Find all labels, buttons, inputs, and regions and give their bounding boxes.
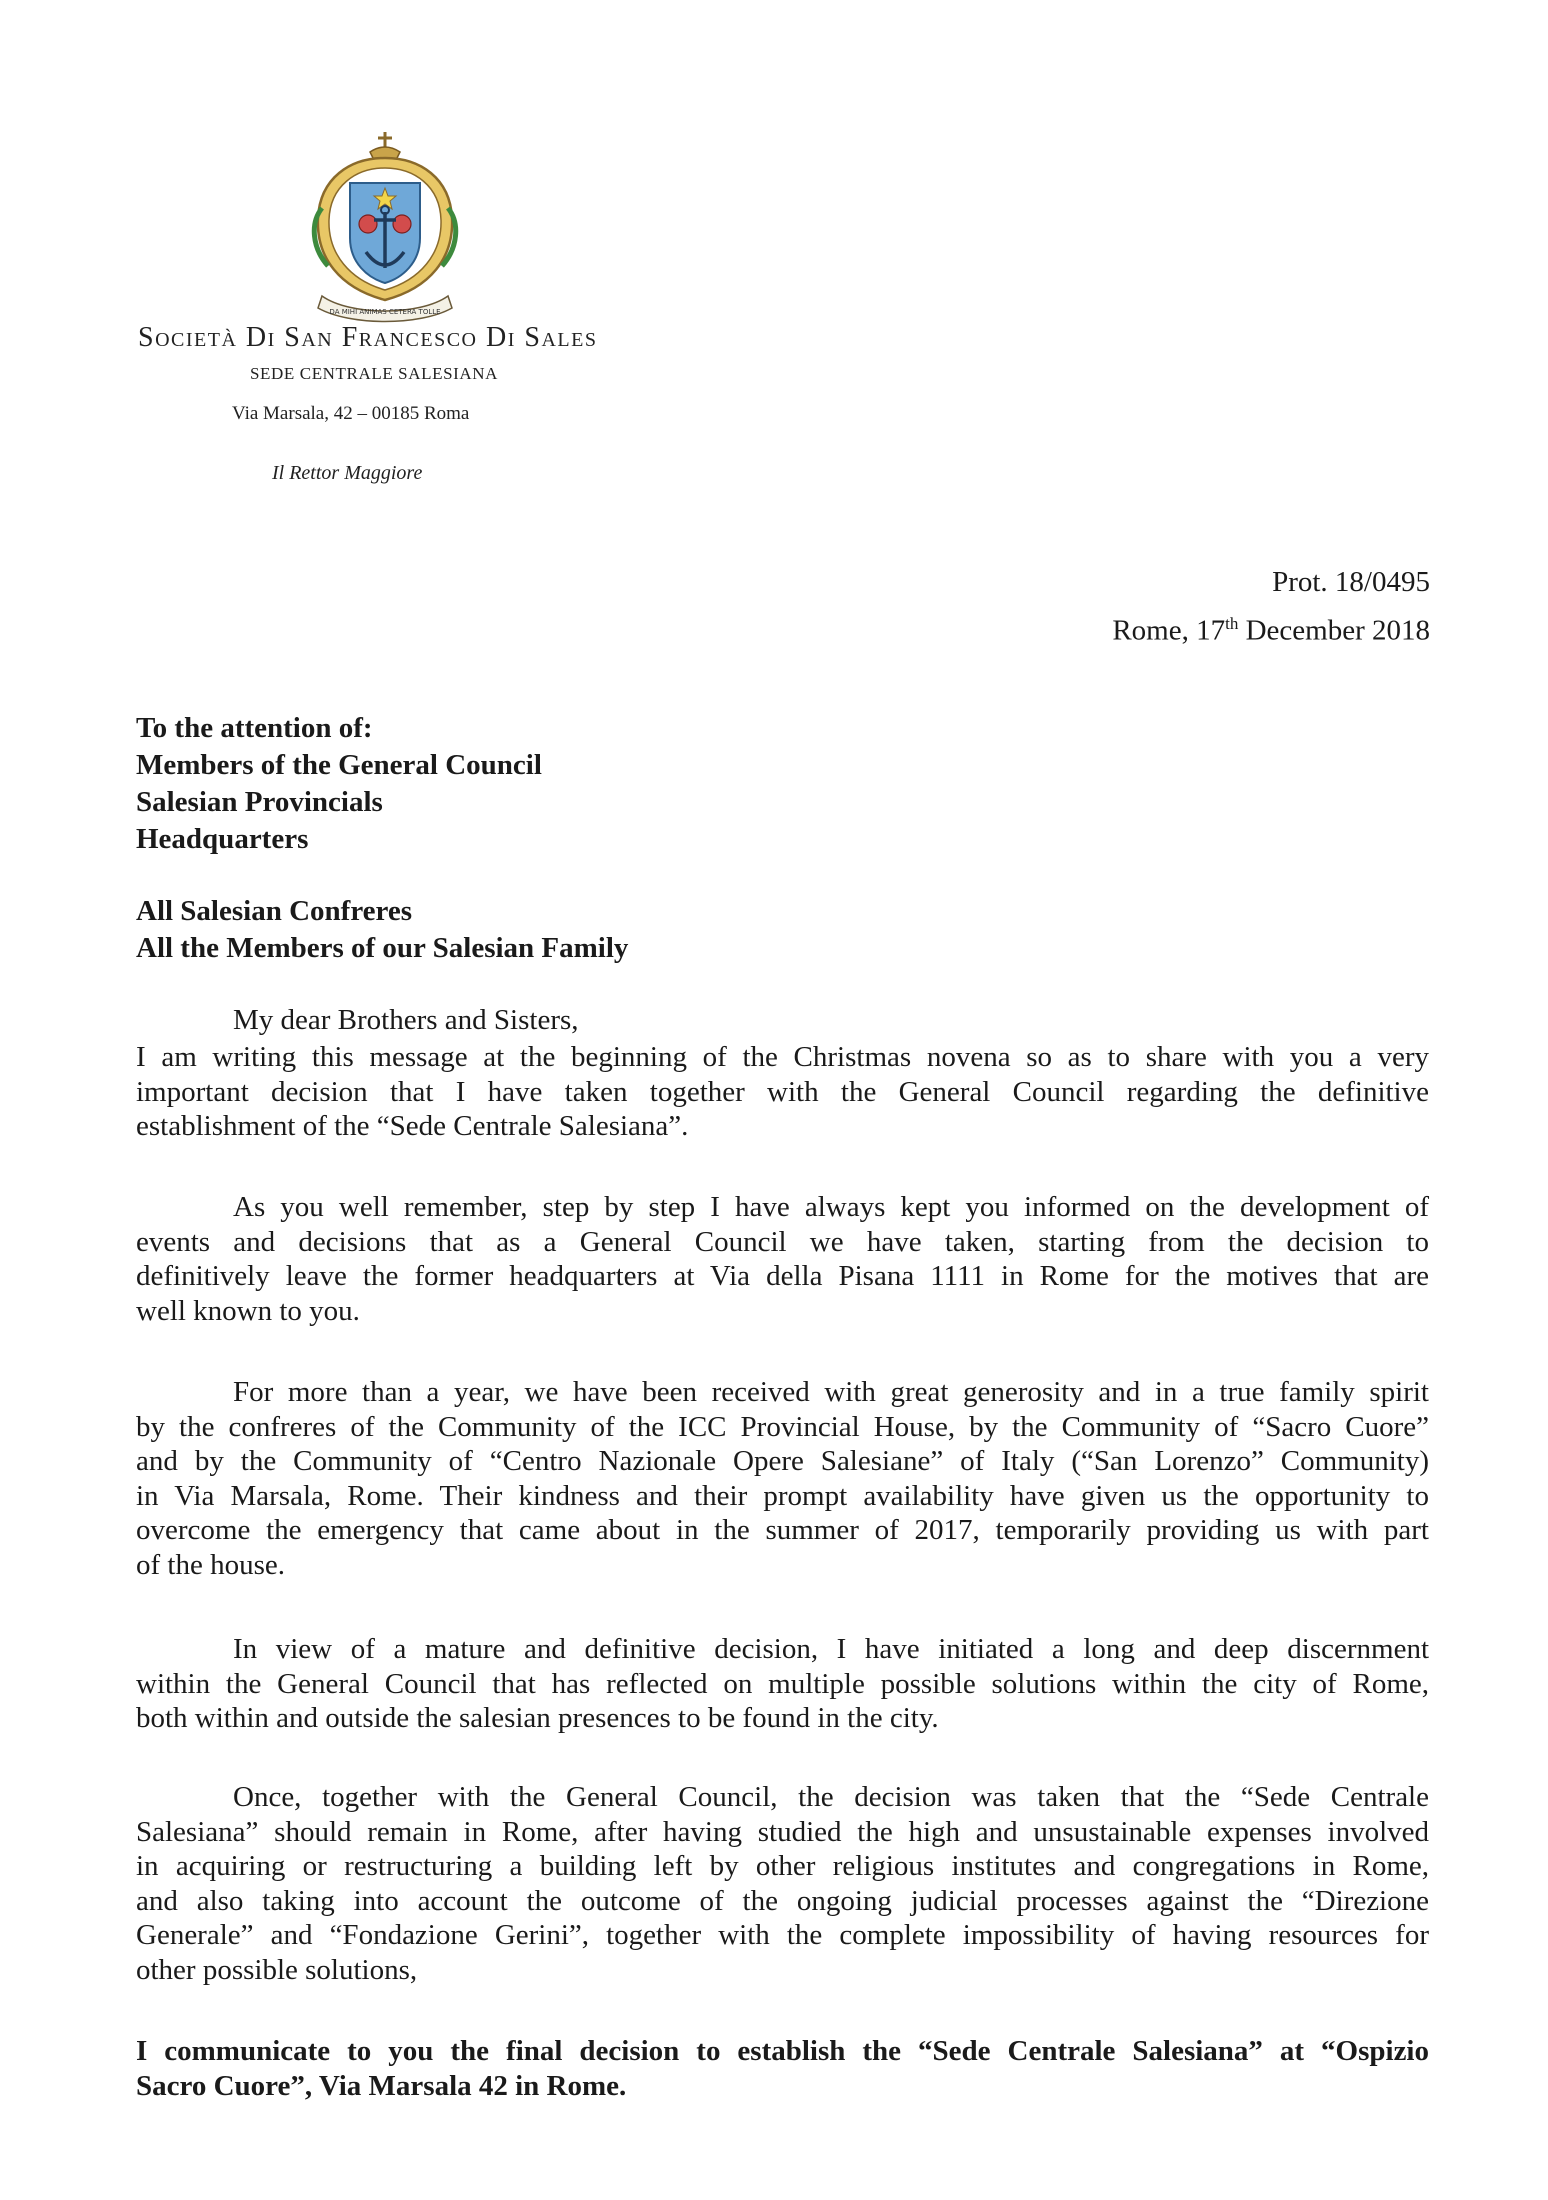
paragraph-line: overcome the emergency that came about in the summer of 2017, temporarily providing us with part	[136, 1514, 1429, 1546]
letterhead-address: Via Marsala, 42 – 00185 Roma	[232, 403, 470, 424]
protocol-number: Prot. 18/0495	[1272, 566, 1430, 598]
paragraph-line: in acquiring or restructuring a building left by other religious institutes and congregations in Rome,	[136, 1850, 1429, 1882]
letter-date: Rome, 17th December 2018	[1112, 614, 1430, 647]
paragraph-line: important decision that I have taken together with the General Council regarding the definitive	[136, 1075, 1429, 1108]
recipient-line: All Salesian Confreres	[136, 895, 413, 927]
final-decision-paragraph	[136, 2034, 1429, 2103]
reference-block	[1112, 562, 1430, 652]
recipients-block-primary	[136, 710, 542, 858]
paragraph-1	[136, 1040, 1429, 1144]
paragraph-line: For more than a year, we have been received with great generosity and in a true family spirit	[233, 1376, 1429, 1408]
salutation: My dear Brothers and Sisters,	[233, 1004, 579, 1036]
paragraph-2	[136, 1190, 1429, 1328]
recipient-line: All the Members of our Salesian Family	[136, 932, 629, 964]
paragraph-line: I communicate to you the final decision to establish the “Sede Centrale Salesiana” at “Ospizio	[136, 2035, 1429, 2067]
salesian-crest-logo	[300, 128, 470, 328]
recipients-block-secondary	[136, 893, 628, 967]
paragraph-line: Salesiana” should remain in Rome, after having studied the high and unsustainable expenses involved	[136, 1815, 1429, 1848]
paragraph-line: other possible solutions,	[136, 1953, 418, 1986]
paragraph-line: in Via Marsala, Rome. Their kindness and their prompt availability have given us the opportunity to	[136, 1479, 1429, 1512]
paragraph-line: establishment of the “Sede Centrale Salesiana”.	[136, 1110, 689, 1142]
paragraph-4	[136, 1632, 1429, 1736]
paragraph-line: definitively leave the former headquarters at Via della Pisana 1111 in Rome for the motives that are	[136, 1260, 1429, 1292]
paragraph-line: Generale” and “Fondazione Gerini”, together with the complete impossibility of having resources for	[136, 1919, 1429, 1951]
attention-heading: To the attention of:	[136, 712, 373, 744]
recipient-line: Members of the General Council	[136, 749, 542, 781]
recipient-line: Salesian Provincials	[136, 786, 383, 818]
paragraph-line: As you well remember, step by step I have always kept you informed on the development of	[233, 1191, 1429, 1223]
paragraph-line: and also taking into account the outcome of the ongoing judicial processes against the “Direzione	[136, 1884, 1429, 1917]
paragraph-line: events and decisions that as a General Council we have taken, starting from the decision to	[136, 1225, 1429, 1258]
paragraph-line: I am writing this message at the beginning of the Christmas novena so as to share with you a very	[136, 1041, 1429, 1073]
paragraph-line: within the General Council that has reflected on multiple possible solutions within the city of Rome,	[136, 1667, 1429, 1700]
paragraph-line: well known to you.	[136, 1294, 360, 1327]
paragraph-3	[136, 1375, 1429, 1582]
paragraph-5	[136, 1780, 1429, 1987]
recipient-line: Headquarters	[136, 823, 309, 855]
paragraph-line: In view of a mature and definitive decision, I have initiated a long and deep discernment	[233, 1633, 1429, 1665]
rettor-maggiore-label: Il Rettor Maggiore	[272, 462, 423, 484]
paragraph-line: of the house.	[136, 1548, 285, 1581]
sede-centrale-label: SEDE CENTRALE SALESIANA	[250, 364, 499, 383]
crest-motto: DA MIHI ANIMAS CETERA TOLLE	[329, 308, 441, 316]
paragraph-line: by the confreres of the Community of the ICC Provincial House, by the Community of “Sacro Cuore”	[136, 1410, 1429, 1443]
paragraph-line: Sacro Cuore”, Via Marsala 42 in Rome.	[136, 2069, 627, 2102]
paragraph-line: Once, together with the General Council, the decision was taken that the “Sede Centrale	[233, 1781, 1429, 1813]
organization-name: Società Di San Francesco Di Sales	[138, 322, 598, 353]
paragraph-line: and by the Community of “Centro Nazionale Opere Salesiane” of Italy (“San Lorenzo” Community)	[136, 1445, 1429, 1477]
paragraph-line: both within and outside the salesian presences to be found in the city.	[136, 1702, 939, 1734]
